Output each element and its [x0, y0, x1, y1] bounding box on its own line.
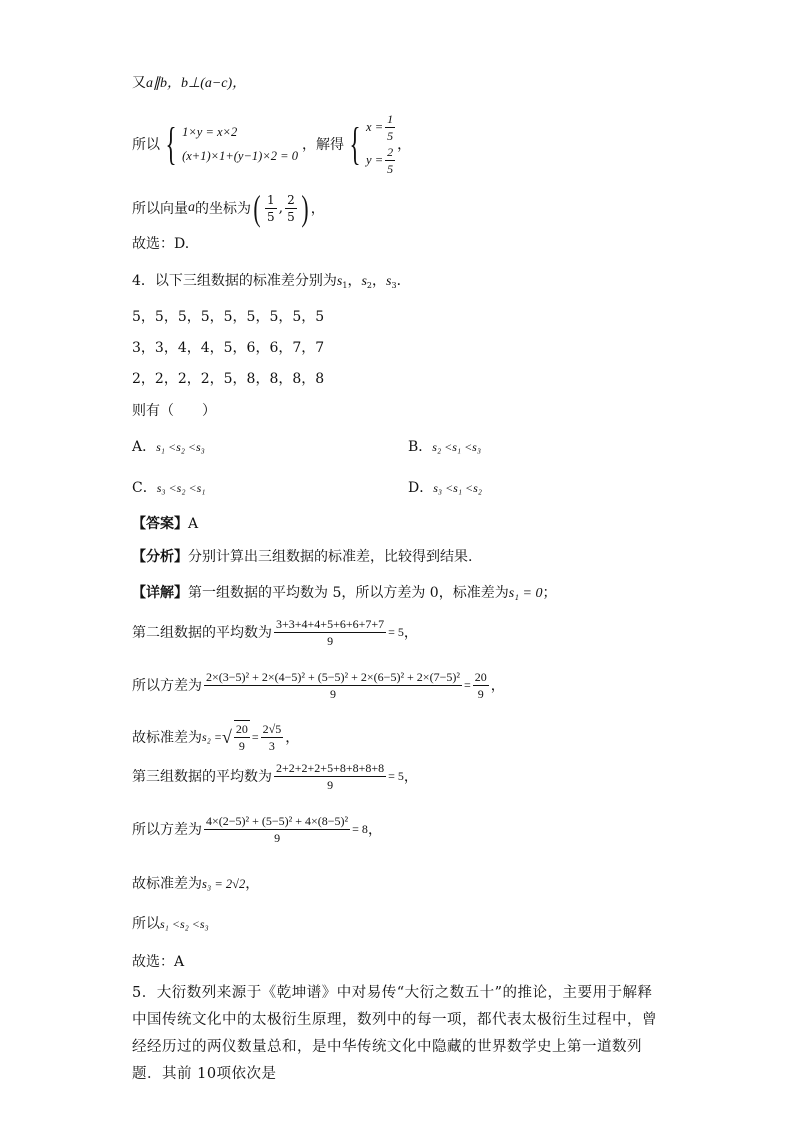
detail-tag: 【详解】 — [132, 585, 188, 601]
data-row-1: 5，5，5，5，5，5，5，5，5 — [132, 309, 325, 325]
question-5-paragraph: 5．大衍数列来源于《乾坤谱》中对易传“大衍之数五十”的推论，主要用于解释中国传统文化中的太极衍生原理，数列中的每一项，都代表太极衍生过程中，曾经经历过的两仪数量总和，是中华传统文化中隐藏的世界数学史上第一道数列题．其前 10项依次是 — [132, 985, 657, 1082]
answer-tag: 【答案】 — [132, 516, 188, 532]
data-row-3: 2，2，2，2，5，8，8，8，8 — [132, 371, 325, 387]
mean-group-2: 第二组数据的平均数为 $\frac{3+3+4+4+5+6+6+7+7}{9}$ = 5 ， — [132, 616, 418, 648]
left-brace: { — [349, 118, 361, 169]
left-brace: { — [165, 118, 177, 169]
variance-group-3: 所以方差为 $\frac{\text{4×(2−5)² + (5−5)² + 4×(8−5)²}}{9}$ = 8 ， — [132, 813, 382, 845]
choice-line-2: 故选：A — [132, 954, 185, 970]
option-d[interactable]: D．s₃ <s₁ <s₂ — [408, 480, 482, 496]
analysis-line: 【分析】分别计算出三组数据的标准差，比较得到结果. — [132, 549, 473, 565]
conclusion-line: 所以s₁ <s₂ <s₃ — [132, 916, 209, 932]
question-4-stem: 4．以下三组数据的标准差分别为$s_1$，$s_2$，$s_3$． — [132, 273, 411, 290]
mean-group-3: 第三组数据的平均数为 $\frac{2+2+2+2+5+8+8+8+8}{9}$ = 5 ， — [132, 760, 418, 792]
line-parallel-perp: 又a∥b，b⊥(a−c)， — [132, 75, 247, 91]
choice-line-1: 故选：D. — [132, 236, 190, 252]
line-vector-coordinates: 所以向量 a 的坐标为 ( $\frac{1}{5}$ , $\frac{2}{5}$ ) ， — [132, 188, 325, 228]
sqrt-sign: √ — [221, 726, 232, 747]
detail-line: 【详解】第一组数据的平均数为 5，所以方差为 0，标准差为s₁ = 0； — [132, 585, 557, 601]
option-b[interactable]: B．s₂ <s₁ <s₃ — [408, 439, 482, 455]
analysis-tag: 【分析】 — [132, 549, 188, 565]
question-prompt: 则有（ ） — [132, 403, 216, 419]
variance-group-2: 所以方差为 $\frac{\text{2×(3−5)² + 2×(4−5)² + (5−5)² + 2×(6−5)² + 2×(7−5)²}}{9}$ = $\frac{20}{9}$ ， — [132, 669, 505, 701]
option-a[interactable]: A．s₁ <s₂ <s₃ — [132, 439, 205, 455]
option-c[interactable]: C．s₃ <s₂ <s₁ — [132, 480, 206, 496]
data-row-2: 3，3，4，4，5，6，6，7，7 — [132, 340, 325, 356]
answer-line: 【答案】A — [132, 516, 199, 532]
std-dev-group-2: 故标准差为 s₂ = √ $\frac{20}{9}$ = $\frac{2√5}{3}$ ， — [132, 721, 300, 753]
std-dev-group-3: 故标准差为s₃ = 2√2， — [132, 876, 260, 892]
line-system-of-equations: 所以 { 1×y = x×2 (x+1)×1+(y−1)×2 = 0 ，解得 { x = $\frac{1}{5}$ y = $\frac{2}{5}$ ， — [132, 112, 412, 176]
